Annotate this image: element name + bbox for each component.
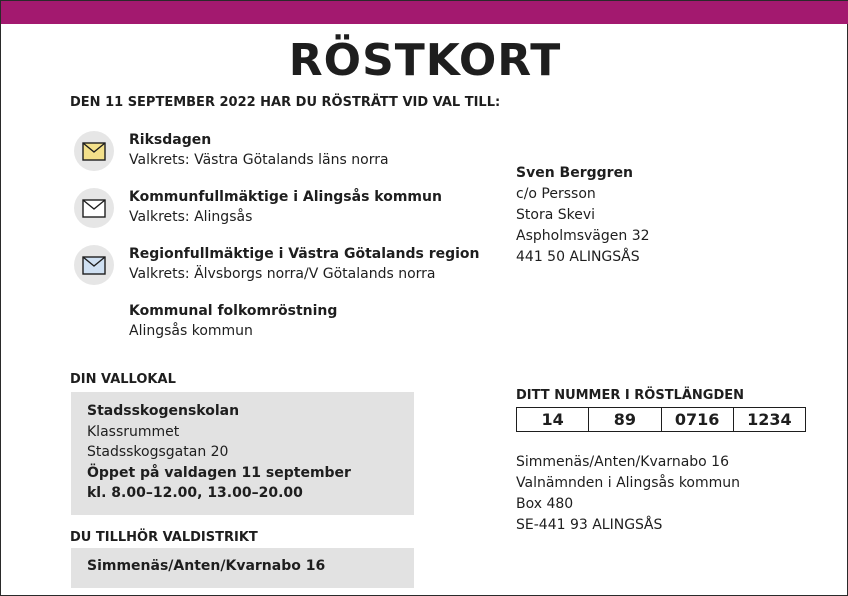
- opening-label: Öppet på valdagen 11 september: [87, 464, 351, 481]
- vallokal-name: Stadsskogenskolan: [87, 403, 240, 419]
- election-valkrets: Valkrets: Alingsås: [129, 209, 253, 225]
- election-regionfullmaktige: [74, 245, 494, 302]
- accent-bar: [1, 1, 848, 24]
- rostlangd-number-cell: 14: [517, 408, 589, 431]
- voter-address: [516, 163, 650, 268]
- envelope-blue-icon: [74, 245, 114, 285]
- rostlangd-heading: DITT NUMMER I RÖSTLÄNGDEN: [516, 388, 745, 403]
- address-line: Simmenäs/Anten/Kvarnabo 16: [516, 454, 729, 470]
- election-folkomrostning: [74, 302, 494, 359]
- address-line: 441 50 ALINGSÅS: [516, 249, 640, 265]
- address-line: Stora Skevi: [516, 207, 596, 223]
- address-line: SE-441 93 ALINGSÅS: [516, 517, 663, 533]
- opening-hours: kl. 8.00–12.00, 13.00–20.00: [87, 485, 303, 501]
- election-name: Riksdagen: [129, 132, 212, 148]
- page-title: RÖSTKORT: [288, 35, 562, 86]
- election-valkrets: Valkrets: Älvsborgs norra/V Götalands norra: [129, 266, 436, 282]
- valdistrikt-heading: DU TILLHÖR VALDISTRIKT: [70, 530, 258, 545]
- election-valkrets: Valkrets: Västra Götalands läns norra: [129, 152, 389, 168]
- rostlangd-number-table: [516, 407, 806, 432]
- vallokal-heading: DIN VALLOKAL: [70, 372, 176, 387]
- envelope-white-icon: [74, 188, 114, 228]
- address-line: Valnämnden i Alingsås kommun: [516, 475, 741, 491]
- return-address: [516, 452, 740, 536]
- address-line: Box 480: [516, 496, 574, 512]
- election-riksdag: [74, 131, 494, 188]
- intro-heading: DEN 11 SEPTEMBER 2022 HAR DU RÖSTRÄTT VID VAL TILL:: [70, 95, 501, 110]
- election-area: Alingsås kommun: [129, 323, 253, 339]
- vallokal-box: [71, 392, 414, 515]
- election-name: Kommunal folkomröstning: [129, 303, 338, 319]
- address-line: c/o Persson: [516, 186, 596, 202]
- envelope-yellow-icon: [74, 131, 114, 171]
- election-list: [74, 131, 494, 359]
- election-name: Kommunfullmäktige i Alingsås kommun: [129, 189, 442, 205]
- address-line: Aspholmsvägen 32: [516, 228, 650, 244]
- election-name: Regionfullmäktige i Västra Götalands region: [129, 246, 480, 262]
- rostlangd-number-cell: 1234: [747, 410, 792, 429]
- valdistrikt-name: Simmenäs/Anten/Kvarnabo 16: [87, 558, 326, 574]
- vallokal-room: Klassrummet: [87, 423, 180, 440]
- valdistrikt-box: [71, 548, 414, 588]
- rostlangd-number-cell: 0716: [662, 408, 734, 431]
- election-kommunfullmaktige: [74, 188, 494, 245]
- voter-name: Sven Berggren: [516, 165, 634, 181]
- rostlangd-number-cell: 89: [589, 408, 661, 431]
- vallokal-street: Stadsskogsgatan 20: [87, 444, 229, 460]
